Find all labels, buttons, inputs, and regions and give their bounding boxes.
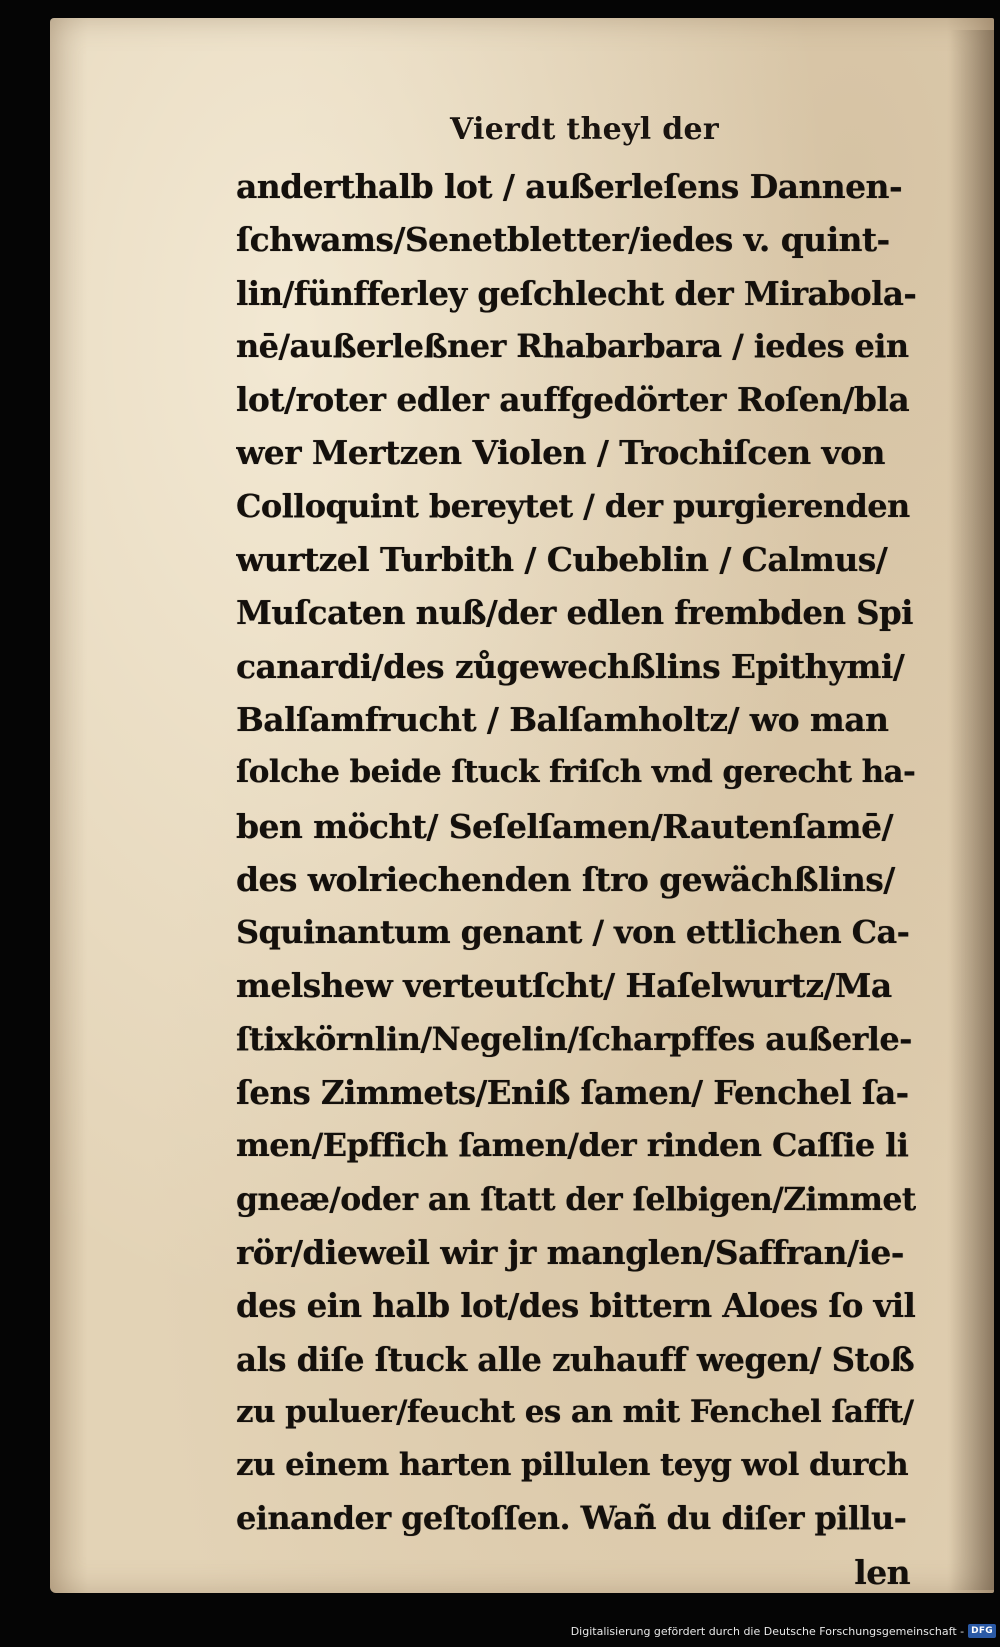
text-line: des wolriechenden ſtro gewächßlins/	[236, 859, 895, 899]
text-line: anderthalb lot / außerleſens Dannen-	[236, 167, 903, 206]
text-line: zu puluer/feucht es an mit Fenchel ſafft/	[236, 1393, 914, 1430]
text-line: ſchwams/Senetbletter/iedes v. quint-	[236, 220, 890, 260]
credit-text: Digitalisierung gefördert durch die Deutsche Forschungsgemeinschaft -	[570, 1624, 965, 1638]
text-line: Muſcaten nuß/der edlen frembden Spi	[236, 593, 913, 633]
text-line: Colloquint bereytet / der purgierenden	[236, 486, 910, 525]
text-line: lin/fünfferley geſchlecht der Mirabola-	[236, 273, 916, 313]
running-head: Vierdt theyl der	[450, 112, 720, 147]
text-line: lot/roter edler auffgedörter Roſen/bla	[236, 380, 910, 420]
text-line: Balſamfrucht / Balſamholtz/ wo man	[236, 699, 889, 739]
text-line: melshew verteutſcht/ Haſelwurtz/Ma	[236, 966, 892, 1006]
text-line: wurtzel Turbith / Cubeblin / Calmus/	[236, 540, 888, 580]
text-line: nē/außerleßner Rhabarbara / iedes ein	[236, 326, 909, 365]
text-line: gneæ/oder an ſtatt der ſelbigen/Zimmet	[236, 1180, 916, 1218]
text-line: canardi/des zůgewechßlins Epithymi/	[236, 646, 905, 686]
text-line: ben möcht/ Seſelſamen/Rautenſamē/	[236, 806, 893, 846]
text-line: ſtixkörnlin/Negelin/ſcharpffes außerle-	[236, 1019, 912, 1058]
text-line: des ein halb lot/des bittern Aloes ſo vil	[236, 1286, 916, 1326]
text-line: wer Mertzen Violen / Trochiſcen von	[236, 433, 885, 473]
text-line: zu einem harten pillulen teyg wol durch	[236, 1447, 909, 1484]
text-line: men/Epffich ſamen/der rinden Caſſie li	[236, 1126, 909, 1165]
text-line: einander geſtoſſen. Wañ du diſer pillu-	[236, 1499, 907, 1538]
text-line: Squinantum genant / von ettlichen Ca-	[236, 913, 910, 952]
text-line: ſens Zimmets/Eniß ſamen/ Fenchel ſa-	[236, 1073, 909, 1113]
text-line: rör/dieweil wir jr manglen/Saffran/ie-	[236, 1232, 904, 1272]
text-block	[236, 160, 916, 1599]
catchword: len	[854, 1552, 910, 1592]
dfg-logo: DFG	[968, 1624, 996, 1638]
text-line: als diſe ſtuck alle zuhauff wegen/ Stoß	[236, 1339, 915, 1379]
digitization-credit	[571, 1619, 996, 1643]
text-line: ſolche beide ſtuck friſch vnd gerecht ha-	[236, 754, 916, 791]
